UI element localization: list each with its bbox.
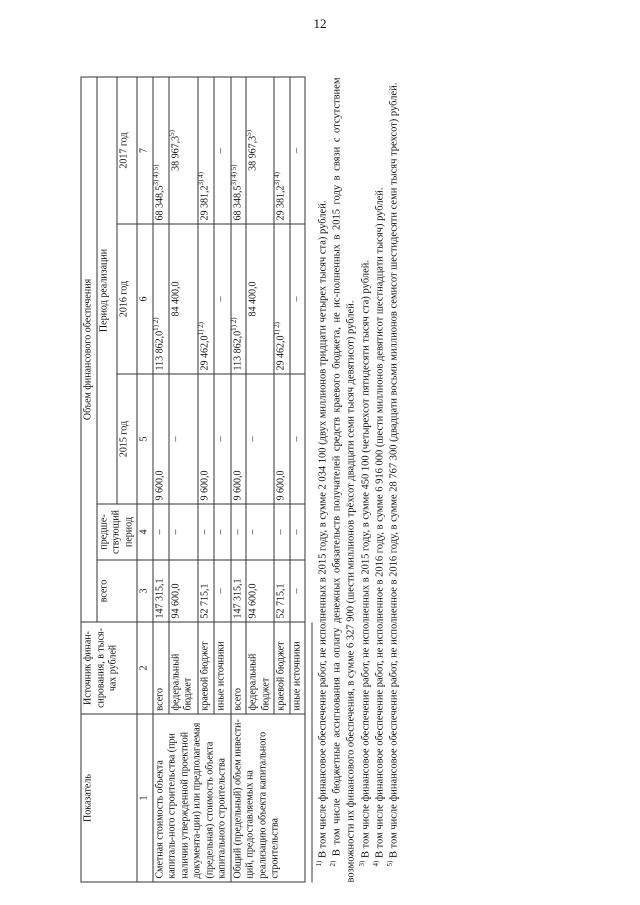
footnote-mark: 5) [385, 860, 394, 867]
source-cell: всего [231, 622, 247, 714]
footnote-ref: 3) 4) [273, 172, 282, 186]
y2015-cell: – [214, 374, 230, 504]
value: 38 967,3 [247, 135, 259, 171]
header-prev: предше-ствующий период [97, 504, 138, 560]
y2015-cell: – [290, 374, 306, 504]
header-2016: 2016 год [117, 224, 137, 374]
total-cell: – [290, 560, 306, 622]
prev-cell: – [231, 504, 247, 560]
source-cell: иные источники [290, 622, 306, 714]
footnote-text: В том числе финансовое обеспечение работ, не исполненное в 2016 году, в сумме 6 916 000 (шести миллионов девятисот шестнадцати тысяч) рублей. [374, 187, 386, 859]
footnote-mark: 3) [357, 860, 366, 867]
y2017-cell [214, 77, 230, 224]
table-row [153, 77, 169, 882]
footnote-ref: 1) 2) [197, 322, 206, 336]
total-cell: 52 715,1 [274, 560, 290, 622]
prev-cell: – [169, 504, 198, 560]
footnote-ref: 3) 4) 5) [229, 164, 238, 186]
footnote-mark: 4) [371, 860, 380, 867]
total-cell: – [214, 560, 230, 622]
source-cell: всего [153, 622, 169, 714]
prev-cell: – [198, 504, 214, 560]
y2016-cell [169, 224, 198, 374]
y2015-cell: 9 600,0 [198, 374, 214, 504]
value: – [291, 147, 302, 153]
colnum: 5 [137, 374, 153, 504]
value: 29 462,0 [199, 335, 211, 371]
colnum: 3 [137, 560, 153, 622]
footnote [373, 78, 387, 883]
footnote-text: В том числе финансовое обеспечение работ, не исполненных в 2015 году, в сумме 2 034 100 (двух миллионов тридцати четырех тысяч ста) рублей. [317, 200, 329, 859]
colnum: 2 [137, 622, 153, 714]
y2017-cell [274, 77, 290, 224]
colnum: 6 [137, 224, 153, 374]
header-2017: 2017 год [117, 77, 137, 224]
y2015-cell: – [246, 374, 274, 504]
prev-cell: – [274, 504, 290, 560]
header-2015: 2015 год [117, 374, 137, 504]
source-cell: федеральный бюджет [246, 622, 274, 714]
total-cell: 147 315,1 [231, 560, 247, 622]
colnum: 7 [137, 77, 153, 224]
header-volume: Объем финансового обеспечения [81, 77, 97, 622]
total-cell: 94 600,0 [169, 560, 198, 622]
y2017-cell [246, 77, 274, 224]
y2017-cell [153, 77, 169, 224]
total-cell: 52 715,1 [198, 560, 214, 622]
y2015-cell: – [169, 374, 198, 504]
value: 29 462,0 [275, 335, 287, 371]
footnote-mark: 2) [329, 860, 338, 867]
footnote-ref: 1) 2) [273, 322, 282, 336]
y2015-cell: 9 600,0 [231, 374, 247, 504]
y2016-cell [246, 224, 274, 374]
colnum: 1 [137, 714, 153, 882]
footnote-ref: 3) 4) [197, 172, 206, 186]
source-cell: федеральный бюджет [169, 622, 198, 714]
footnotes [317, 78, 402, 883]
footnote-text: В том числе финансовое обеспечение работ, не исполненное в 2016 году, в сумме 28 767 300 (двадцати восьми миллионов семисот шестидесяти семи тысяч трехсот) рублей. [388, 82, 400, 859]
value: 68 348,5 [154, 185, 165, 221]
footnote [331, 78, 359, 883]
colnum: 4 [137, 504, 153, 560]
footnote-ref: 1) 2) [229, 317, 238, 331]
footnote [387, 78, 401, 883]
footnote-mark: 1) [315, 860, 323, 867]
footnote-text: В том числе бюджетные ассигнования на оплату денежных обязательств получателей средств краевого бюджета, не ис-полненных в 2015 году в связи с отсутствием возможности их финансового обеспечения, в сумме 6 327 900 (шести миллионов трёхсот двадцати семи тысяч девятисот) рублей. [331, 77, 357, 883]
y2017-cell [169, 77, 198, 224]
prev-cell: – [214, 504, 230, 560]
source-cell: краевой бюджет [198, 622, 214, 714]
y2016-cell [198, 224, 214, 374]
footnote-ref: 5) [167, 130, 176, 136]
header-source: Источник финан-сирования, в тыся-чах рублей [81, 622, 137, 714]
footnote-ref: 5) [245, 130, 254, 136]
value: 84 400,0 [247, 281, 259, 317]
value: 113 862,0 [154, 330, 165, 371]
y2017-cell [231, 77, 247, 224]
y2015-cell: 9 600,0 [274, 374, 290, 504]
prev-cell: – [153, 504, 169, 560]
financing-table [81, 76, 306, 882]
value: 113 862,0 [232, 330, 243, 371]
y2016-cell [274, 224, 290, 374]
value: 68 348,5 [232, 185, 243, 221]
footnote [317, 78, 331, 883]
y2016-cell [231, 224, 247, 374]
total-cell: 147 315,1 [153, 560, 169, 622]
y2017-cell [290, 77, 306, 224]
header-total: всего [97, 560, 138, 622]
y2016-cell [153, 224, 169, 374]
prev-cell: – [246, 504, 274, 560]
y2016-cell [214, 224, 230, 374]
indicator-label: Общий (предельный) объем инвести-ций, предоставляемых на реализацию объекта капитального строительства [231, 714, 306, 882]
footnote-ref: 1) 2) [151, 317, 160, 331]
total-cell: 94 600,0 [246, 560, 274, 622]
value: – [291, 296, 302, 302]
page-number: 12 [313, 16, 327, 31]
value: – [215, 147, 227, 153]
value: 29 381,2 [199, 185, 211, 221]
y2017-cell [198, 77, 214, 224]
header-indicator: Показатель [81, 714, 137, 882]
rotated-content [81, 78, 581, 883]
footnote-separator [312, 623, 313, 883]
y2015-cell: 9 600,0 [153, 374, 169, 504]
value: 84 400,0 [170, 281, 182, 317]
footnote-ref: 3) 4) 5) [151, 164, 160, 186]
indicator-label: Сметная стоимость объекта капиталь-ного строительства (при наличии утвержденной проектной документа-ции) или предполагаемая (предельная) стоимость объекта капитального строительства [153, 714, 231, 882]
prev-cell: – [290, 504, 306, 560]
footnote [359, 78, 373, 883]
source-cell: иные источники [214, 622, 230, 714]
value: – [215, 296, 227, 302]
source-cell: краевой бюджет [274, 622, 290, 714]
table-row [231, 77, 247, 882]
value: 29 381,2 [275, 185, 287, 221]
header-period: Период реализации [97, 77, 117, 504]
footnote-text: В том числе финансовое обеспечение работ, не исполненных в 2015 году, в сумме 450 100 (четырехсот пятидесяти тысяч ста) рублей. [360, 260, 372, 859]
y2016-cell [290, 224, 306, 374]
column-number-row [137, 77, 153, 882]
value: 38 967,3 [170, 135, 182, 171]
header-row-1 [81, 77, 97, 882]
